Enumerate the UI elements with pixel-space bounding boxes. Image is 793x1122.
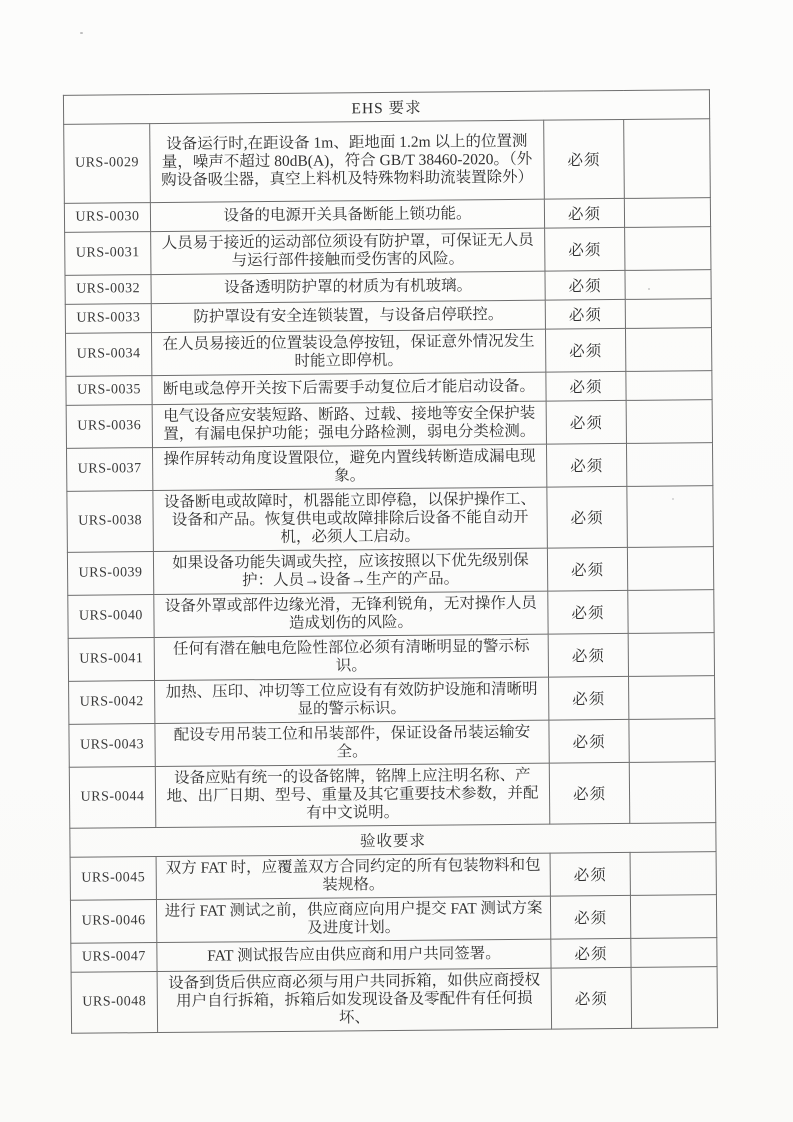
requirement-row [65, 227, 711, 276]
requirement-code-cell: URS-0032 [65, 275, 151, 305]
remark-cell [630, 852, 716, 896]
requirement-description-cell: 进行 FAT 测试之前，供应商应向用户提交 FAT 测试方案及进度计划。 [156, 896, 550, 942]
mandatory-status-cell: 必须 [545, 328, 625, 372]
requirement-code-cell: URS-0046 [70, 900, 156, 944]
requirement-description-cell: 设备运行时,在距设备 1m、距地面 1.2m 以上的位置测量，噪声不超过 80dB(A)，符合 GB/T 38460-2020。（外购设备吸尘器，真空上料机及特殊物料助流装置除外） [150, 120, 545, 202]
requirement-description-cell: 设备到货后供应商必须与用户共同拆箱，如供应商授权用户自行拆箱，拆箱后如发现设备及零配件有任何损坏、 [157, 968, 552, 1032]
requirement-code-cell: URS-0030 [64, 203, 150, 233]
remark-cell [625, 299, 711, 329]
mandatory-status-cell: 必须 [546, 443, 626, 487]
mandatory-status-cell: 必须 [551, 967, 632, 1029]
requirement-code-cell: URS-0029 [64, 124, 151, 204]
remark-cell [629, 676, 715, 720]
remark-cell [628, 633, 714, 677]
requirement-code-cell: URS-0041 [68, 638, 154, 682]
remark-cell [626, 443, 712, 487]
remark-cell [629, 719, 715, 763]
requirement-code-cell: URS-0037 [67, 448, 153, 492]
requirement-row [69, 762, 716, 829]
requirement-code-cell: URS-0043 [69, 724, 155, 768]
requirement-row [67, 486, 714, 553]
scan-speck [80, 32, 83, 34]
requirement-code-cell: URS-0033 [65, 304, 151, 334]
requirement-row [64, 119, 711, 204]
requirement-description-cell: 设备的电源开关具备断能上锁功能。 [150, 199, 544, 231]
requirement-code-cell: URS-0044 [69, 767, 156, 829]
requirement-row [71, 967, 718, 1034]
mandatory-status-cell: 必须 [545, 299, 625, 329]
mandatory-status-cell: 必须 [549, 676, 629, 720]
mandatory-status-cell: 必须 [545, 270, 625, 300]
requirement-code-cell: URS-0031 [65, 232, 151, 276]
urs-requirements-table [63, 89, 717, 1034]
requirement-row [68, 633, 714, 682]
mandatory-status-cell: 必须 [547, 547, 627, 591]
requirement-row [70, 895, 716, 944]
requirement-code-cell: URS-0038 [67, 491, 154, 553]
remark-cell [628, 590, 714, 634]
requirement-row [65, 328, 711, 377]
mandatory-status-cell: 必须 [551, 938, 631, 968]
remark-cell [627, 486, 714, 548]
requirement-description-cell: 在人员易接近的位置装设急停按钮，保证意外情况发生时能立即停机。 [151, 329, 545, 375]
requirement-description-cell: 设备应贴有统一的设备铭牌，铭牌上应注明名称、产地、出厂日期、型号、重量及其它重要技术参数，并配有中文说明。 [155, 763, 550, 827]
remark-cell [625, 270, 711, 300]
mandatory-status-cell: 必须 [546, 400, 626, 444]
mandatory-status-cell: 必须 [548, 590, 628, 634]
mandatory-status-cell: 必须 [544, 119, 625, 199]
remark-cell [626, 400, 712, 444]
requirement-row [68, 590, 714, 639]
requirement-description-cell: FAT 测试报告应由供应商和用户共同签署。 [157, 939, 551, 971]
mandatory-status-cell: 必须 [550, 852, 630, 896]
section-header: EHS 要求 [63, 90, 709, 125]
requirement-code-cell: URS-0035 [66, 376, 152, 406]
scan-speck [672, 498, 674, 500]
requirement-description-cell: 设备透明防护罩的材质为有机玻璃。 [151, 271, 545, 303]
requirement-row [66, 400, 712, 449]
requirement-row [67, 443, 713, 492]
requirement-description-cell: 配设专用吊装工位和吊装部件，保证设备吊装运输安全。 [155, 720, 549, 766]
requirement-description-cell: 任何有潜在触电危险性部位必须有清晰明显的警示标识。 [154, 634, 548, 680]
section-header: 验收要求 [70, 823, 716, 858]
mandatory-status-cell: 必须 [549, 762, 630, 824]
requirement-description-cell: 加热、压印、冲切等工位应设有有效防护设施和清晰明显的警示标识。 [155, 677, 549, 723]
mandatory-status-cell: 必须 [550, 895, 630, 939]
requirement-description-cell: 操作屏转动角度设置限位，避免内置线转断造成漏电现象。 [152, 444, 546, 490]
requirement-code-cell: URS-0036 [66, 405, 152, 449]
requirement-description-cell: 电气设备应安装短路、断路、过载、接地等安全保护装置，有漏电保护功能；强电分路检测，弱电分类检测。 [152, 401, 546, 447]
requirement-description-cell: 设备外罩或部件边缘光滑，无锋利锐角，无对操作人员造成划伤的风险。 [154, 591, 548, 637]
mandatory-status-cell: 必须 [544, 198, 624, 228]
remark-cell [627, 547, 713, 591]
remark-cell [631, 967, 718, 1029]
remark-cell [624, 119, 711, 199]
mandatory-status-cell: 必须 [547, 486, 628, 548]
requirement-code-cell: URS-0047 [71, 943, 157, 973]
remark-cell [629, 762, 716, 824]
requirement-description-cell: 如果设备功能失调或失控，应该按照以下优先级别保护：人员→设备→生产的产品。 [153, 548, 547, 594]
scan-speck [648, 288, 650, 290]
requirement-row [69, 676, 715, 725]
requirement-code-cell: URS-0042 [69, 681, 155, 725]
requirement-code-cell: URS-0048 [71, 972, 158, 1034]
requirement-code-cell: URS-0045 [70, 857, 156, 901]
requirement-description-cell: 防护罩设有安全连锁装置，与设备启停联控。 [151, 300, 545, 332]
mandatory-status-cell: 必须 [548, 633, 628, 677]
remark-cell [626, 371, 712, 401]
requirement-description-cell: 双方 FAT 时，应覆盖双方合同约定的所有包装物料和包装规格。 [156, 853, 550, 899]
remark-cell [630, 895, 716, 939]
requirement-description-cell: 断电或急停开关按下后需要手动复位后才能启动设备。 [152, 372, 546, 404]
remark-cell [625, 227, 711, 271]
requirement-row [69, 719, 715, 768]
requirement-code-cell: URS-0034 [65, 333, 151, 377]
mandatory-status-cell: 必须 [549, 719, 629, 763]
mandatory-status-cell: 必须 [546, 371, 626, 401]
requirement-description-cell: 设备断电或故障时，机器能立即停稳，以保护操作工、设备和产品。恢复供电或故障排除后设备不能自动开机，必须人工启动。 [153, 487, 548, 551]
mandatory-status-cell: 必须 [545, 227, 625, 271]
requirement-row [70, 852, 716, 901]
requirement-description-cell: 人员易于接近的运动部位须设有防护罩，可保证无人员与运行部件接触而受伤害的风险。 [151, 228, 545, 274]
remark-cell [631, 938, 717, 968]
requirements-table [63, 89, 718, 1034]
remark-cell [624, 198, 710, 228]
remark-cell [625, 328, 711, 372]
requirement-row [67, 547, 713, 596]
requirement-code-cell: URS-0039 [67, 552, 153, 596]
requirement-code-cell: URS-0040 [68, 595, 154, 639]
